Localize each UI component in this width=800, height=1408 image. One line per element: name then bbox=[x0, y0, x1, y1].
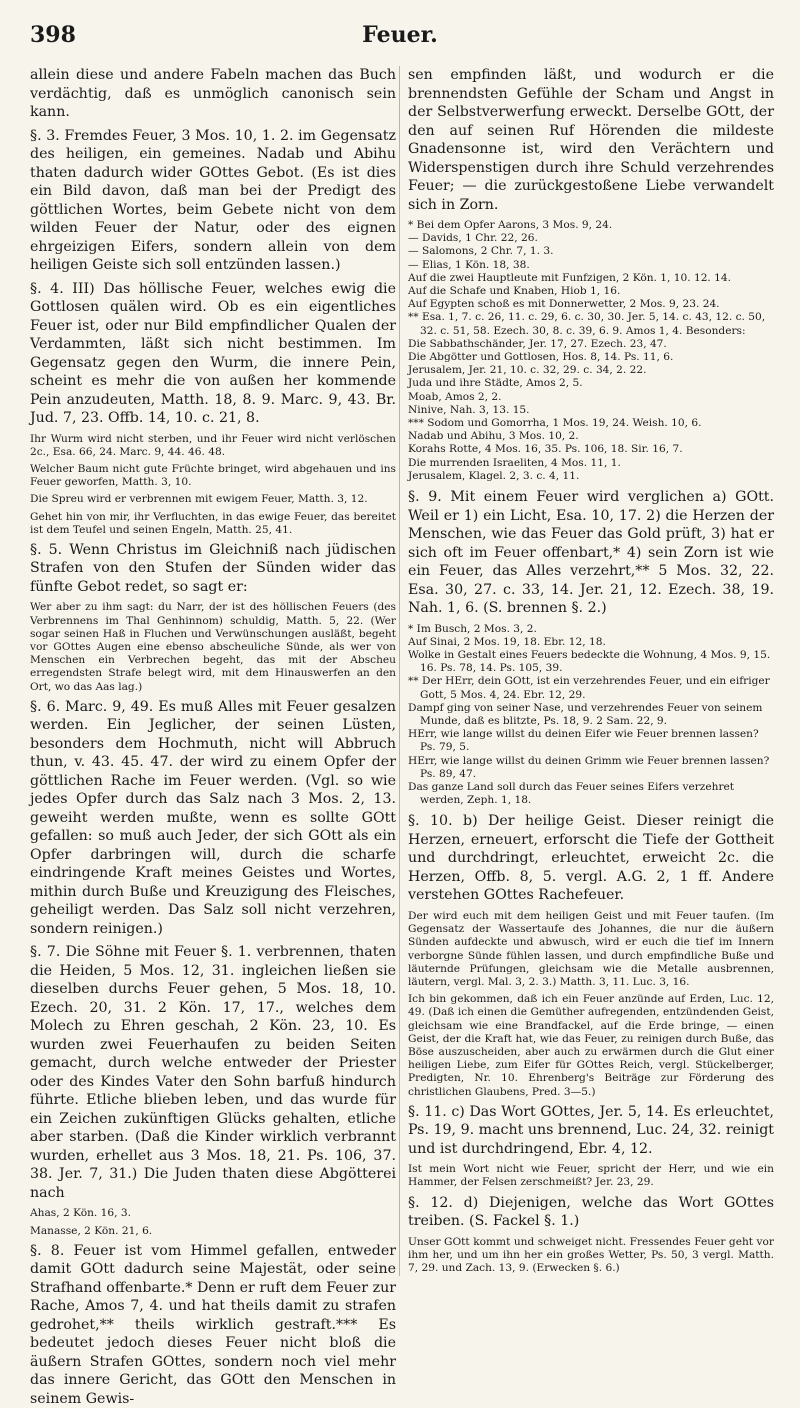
body-paragraph: §. 3. Fremdes Feuer, 3 Mos. 10, 1. 2. im Gegensatz des heiligen, ein gemeines. Nadab und Abihu thaten dadurch wider GOttes Gebot. (Es ist dies ein Bild davon, daß man bei der Predigt des göttlichen Wortes, beim Gebete nicht von dem wilden Feuer der Natur, oder des eignen ehrgeizigen Eifers, sondern allein von dem heiligen Geiste sich soll entzünden lassen.) bbox=[30, 127, 396, 273]
body-paragraph: §. 9. Mit einem Feuer wird verglichen a) GOtt. Weil er 1) ein Licht, Esa. 10, 17. 2) die Herzen der Menschen, wie das Feuer das Gold prüft, 3) hat er sich oft im Feuer offenbart,* 4) sein Zorn ist wie ein Feuer, das Alles verzehrt,** 5 Mos. 32, 22. Esa. 30, 27. c. 33, 14. Jer. 21, 12. Ezech. 38, 19. Nah. 1, 6. (S. brennen §. 2.) bbox=[408, 489, 774, 617]
reference-line: Moab, Amos 2, 2. bbox=[408, 390, 502, 403]
reference-line: Die Abgötter und Gottlosen, Hos. 8, 14. Ps. 11, 6. bbox=[408, 351, 674, 364]
page-title: Feuer. bbox=[362, 22, 438, 48]
body-paragraph: allein diese und andere Fabeln machen das Buch verdächtig, daß es unmöglich canonisch sein kann. bbox=[30, 67, 396, 120]
body-paragraph: §. 12. d) Diejenigen, welche das Wort GOttes treiben. (S. Fackel §. 1.) bbox=[408, 1194, 774, 1230]
reference-line: Wolke in Gestalt eines Feuers bedeckte die Wohnung, 4 Mos. 9, 15. 16. Ps. 78, 14. Ps. 105, 39. bbox=[408, 648, 771, 675]
reference-line: ** Esa. 1, 7. c. 26, 11. c. 29, 6. c. 30, 30. Jer. 5, 14. c. 43, 12. c. 50, 32. c. 51, 58. Ezech. 30, 8. c. 39, 6. 9. Amos 1, 4. Besonders: bbox=[408, 311, 766, 337]
citation-note: Ahas, 2 Kön. 16, 3. bbox=[30, 1207, 131, 1220]
reference-line: Ninive, Nah. 3, 13. 15. bbox=[408, 403, 530, 416]
reference-line: Auf Sinai, 2 Mos. 19, 18. Ebr. 12, 18. bbox=[408, 635, 606, 648]
body-paragraph: §. 8. Feuer ist vom Himmel gefallen, entweder damit GOtt dadurch seine Majestät, oder seine Strafhand offenbarte.* Denn er ruft dem Feuer zur Rache, Amos 7, 4. und hat theils damit zu strafen gedrohet,** theils wirklich gestraft.*** Es bedeutet jedoch dieses Feuer nicht bloß die äußern Strafen GOttes, sondern noch viel mehr das innere Gericht, das GOtt den Menschen in seinem Gewis- bbox=[30, 1242, 396, 1407]
right-column bbox=[408, 66, 774, 1281]
reference-line: HErr, wie lange willst du deinen Eifer wie Feuer brennen lassen? Ps. 79, 5. bbox=[408, 728, 759, 754]
reference-line: Nadab und Abihu, 3 Mos. 10, 2. bbox=[408, 430, 579, 443]
reference-line: Jerusalem, Klagel. 2, 3. c. 4, 11. bbox=[408, 469, 580, 482]
left-column bbox=[30, 66, 396, 1407]
body-paragraph: §. 5. Wenn Christus im Gleichniß nach jüdischen Strafen von den Stufen der Sünden wider das fünfte Gebot redet, so sagt er: bbox=[30, 541, 396, 595]
citation-note: Wer aber zu ihm sagt: du Narr, der ist des höllischen Feuers (des Verbrennens im Thal Genhinnom) schuldig, Matth. 5, 22. (Wer sogar seinen Haß in Fluchen und Verwünschungen ausläßt, begeht vor GOttes Augen eine ebenso abscheuliche Sünde, als wer von Menschen ein Verbrechen begeht, das mit der Abscheu erregendsten Strafe belegt wird, mit dem Hinauswerfen an den Ort, wo das Aas lag.) bbox=[30, 601, 396, 693]
citation-note: Welcher Baum nicht gute Früchte bringet, wird abgehauen und ins Feuer geworfen, Matth. 3, 10. bbox=[30, 462, 396, 489]
body-paragraph: §. 6. Marc. 9, 49. Es muß Alles mit Feuer gesalzen werden. Ein Jeglicher, der seinen Lüsten, besonders dem Hochmuth, nicht will Abbruch thun, v. 43. 45. 47. der wird zu einem Opfer der göttlichen Rache im Feuer werden. (Vgl. so wie jedes Opfer durch das Salz nach 3 Mos. 2, 13. geweiht werden mußte, wenn es sollte GOtt gefallen: so muß auch Jeder, der sich GOtt als ein Opfer darbringen will, durch die scharfe eindringende Kraft meines Geistes und Wortes, mithin durch Buße und Kreuzigung des Fleisches, geheiligt werden. Das Salz soll nicht verzehren, sondern reinigen.) bbox=[30, 698, 396, 937]
reference-line: * Bei dem Opfer Aarons, 3 Mos. 9, 24. bbox=[408, 219, 613, 231]
reference-line: *** Sodom und Gomorrha, 1 Mos. 19, 24. Weish. 10, 6. bbox=[408, 417, 702, 430]
reference-line: Das ganze Land soll durch das Feuer seines Eifers verzehret werden, Zeph. 1, 18. bbox=[408, 781, 735, 807]
reference-line: Auf die Schafe und Knaben, Hiob 1, 16. bbox=[408, 285, 621, 298]
reference-line: Korahs Rotte, 4 Mos. 16, 35. Ps. 106, 18. Sir. 16, 7. bbox=[408, 443, 683, 456]
reference-line: Dampf ging von seiner Nase, und verzehrendes Feuer von seinem Munde, daß es blitzte, Ps. 18, 9. 2 Sam. 22, 9. bbox=[408, 701, 763, 727]
body-paragraph: §. 4. III) Das höllische Feuer, welches ewig die Gottlosen quälen wird. Ob es ein eigentliches Feuer ist, oder nur Bild empfindlicher Qualen der Verdammten, läßt sich nicht bestimmen. Im Gegensatz gegen den Wurm, die innere Pein, scheint es mehr die von außen her kommende Pein anzudeuten, Matth. 18, 8. 9. Marc. 9, 43. Br. Jud. 7, 23. Offb. 14, 10. c. 21, 8. bbox=[30, 280, 396, 426]
reference-line: — Salomons, 2 Chr. 7, 1. 3. bbox=[408, 245, 554, 258]
page-number: 398 bbox=[30, 22, 76, 48]
reference-line: ** Der HErr, dein GOtt, ist ein verzehrendes Feuer, und ein eifriger Gott, 5 Mos. 4, 24. Ebr. 12, 29. bbox=[408, 675, 770, 701]
reference-list bbox=[408, 219, 774, 483]
citation-note: Gehet hin von mir, ihr Verfluchten, in das ewige Feuer, das bereitet ist dem Teufel und seinen Engeln, Matth. 25, 41. bbox=[30, 510, 396, 536]
reference-line: Auf die zwei Hauptleute mit Funfzigen, 2 Kön. 1, 10. 12. 14. bbox=[408, 271, 732, 284]
citation-note: Ihr Wurm wird nicht sterben, und ihr Feuer wird nicht verlöschen 2c., Esa. 66, 24. Marc. 9, 44. 46. 48. bbox=[30, 432, 396, 458]
citation-note: Ist mein Wort nicht wie Feuer, spricht der Herr, und wie ein Hammer, der Felsen zerschmeißt? Jer. 23, 29. bbox=[408, 1163, 774, 1189]
reference-line: Die murrenden Israeliten, 4 Mos. 11, 1. bbox=[408, 456, 621, 469]
reference-list bbox=[408, 623, 774, 808]
reference-line: Juda und ihre Städte, Amos 2, 5. bbox=[408, 377, 583, 390]
body-paragraph: §. 10. b) Der heilige Geist. Dieser reinigt die Herzen, erneuert, erforscht die Tiefe der Gottheit und durchdringt, erleuchtet, erweicht 2c. die Herzen, Offb. 8, 5. vergl. A.G. 2, 1 ff. Andere verstehen GOttes Rachefeuer. bbox=[408, 813, 774, 904]
reference-line: — Elias, 1 Kön. 18, 38. bbox=[408, 258, 530, 271]
reference-line: Die Sabbathschänder, Jer. 17, 27. Ezech. 23, 47. bbox=[408, 337, 667, 350]
body-paragraph: sen empfinden läßt, und wodurch er die brennendsten Gefühle der Scham und Angst in der Selbstverwerfung erweckt. Derselbe GOtt, der den auf seinen Ruf Hörenden die mildeste Gnadensonne ist, wird den Verächtern und Widerspenstigen durch ihre Schuld verzehrendes Feuer; — die zurückgestoßene Liebe verwandelt sich in Zorn. bbox=[408, 67, 774, 213]
reference-line: HErr, wie lange willst du deinen Grimm wie Feuer brennen lassen? Ps. 89, 47. bbox=[408, 754, 770, 780]
page-header bbox=[30, 22, 770, 56]
reference-line: — Davids, 1 Chr. 22, 26. bbox=[408, 232, 538, 245]
reference-line: Auf Egypten schoß es mit Donnerwetter, 2 Mos. 9, 23. 24. bbox=[408, 298, 720, 311]
citation-note: Manasse, 2 Kön. 21, 6. bbox=[30, 1224, 153, 1237]
citation-note: Die Spreu wird er verbrennen mit ewigem Feuer, Matth. 3, 12. bbox=[30, 493, 368, 506]
citation-note: Der wird euch mit dem heiligen Geist und mit Feuer taufen. (Im Gegensatz der Wassertaufe des Johannes, die nur die äußern Sünden aufdeckte und abwusch, wird er euch die tief im Innern verborgne Sünde fühlen lassen, und durch empfindliche Buße und läuternde Prüfungen, gleichsam wie die Metalle ausbrennen, läutern, vergl. Mal. 3, 2. 3.) Matth. 3, 11. Luc. 3, 16. bbox=[408, 909, 774, 988]
column-divider bbox=[399, 66, 400, 1276]
body-paragraph: §. 11. c) Das Wort GOttes, Jer. 5, 14. Es erleuchtet, Ps. 19, 9. macht uns brennend, Luc. 24, 32. reinigt und ist durchdringend, Ebr. 4, 12. bbox=[408, 1103, 774, 1157]
citation-note: Ich bin gekommen, daß ich ein Feuer anzünde auf Erden, Luc. 12, 49. (Daß ich einen die Gemüther aufregenden, entzündenden Geist, gleichsam wie eine Brandfackel, auf die Erde bringe, — einen Geist, der die Kraft hat, wie das Feuer, zu reinigen durch Buße, das Böse auszuscheiden, aber auch zu erwärmen durch die Glut einer heiligen Liebe, zum Eifer für GOttes Reich, vergl. Stückelberger, Predigten, Nr. 10. Ehrenberg's Beiträge zur Förderung des christlichen Glaubens, Pred. 3—5.) bbox=[408, 993, 774, 1098]
body-paragraph: §. 7. Die Söhne mit Feuer §. 1. verbrennen, thaten die Heiden, 5 Mos. 12, 31. ingleichen ließen sie dieselben durchs Feuer gehen, 5 Mos. 18, 10. Ezech. 20, 31. 2 Kön. 17, 17., welches dem Molech zu Ehren geschah, 2 Kön. 23, 10. Es wurden zwei Feuerhaufen zu beiden Seiten gemacht, durch welche entweder der Priester oder des Kindes Vater den Sohn barfuß hindurch führte. Etliche blieben leben, und das wurde für ein Zeichen zukünftigen Glücks gehalten, etliche aber starben. (Daß die Kinder wirklich verbrannt wurden, erhellet aus 3 Mos. 18, 21. Ps. 106, 37. 38. Jer. 7, 31.) Die Juden thaten diese Abgötterei nach bbox=[30, 944, 396, 1201]
reference-line: * Im Busch, 2 Mos. 3, 2. bbox=[408, 622, 537, 635]
citation-note: Unser GOtt kommt und schweiget nicht. Fressendes Feuer geht vor ihm her, und um ihn her ein großes Wetter, Ps. 50, 3 vergl. Matth. 7, 29. und Zach. 13, 9. (Erwecken §. 6.) bbox=[408, 1235, 774, 1275]
reference-line: Jerusalem, Jer. 21, 10. c. 32, 29. c. 34, 2. 22. bbox=[408, 364, 647, 377]
